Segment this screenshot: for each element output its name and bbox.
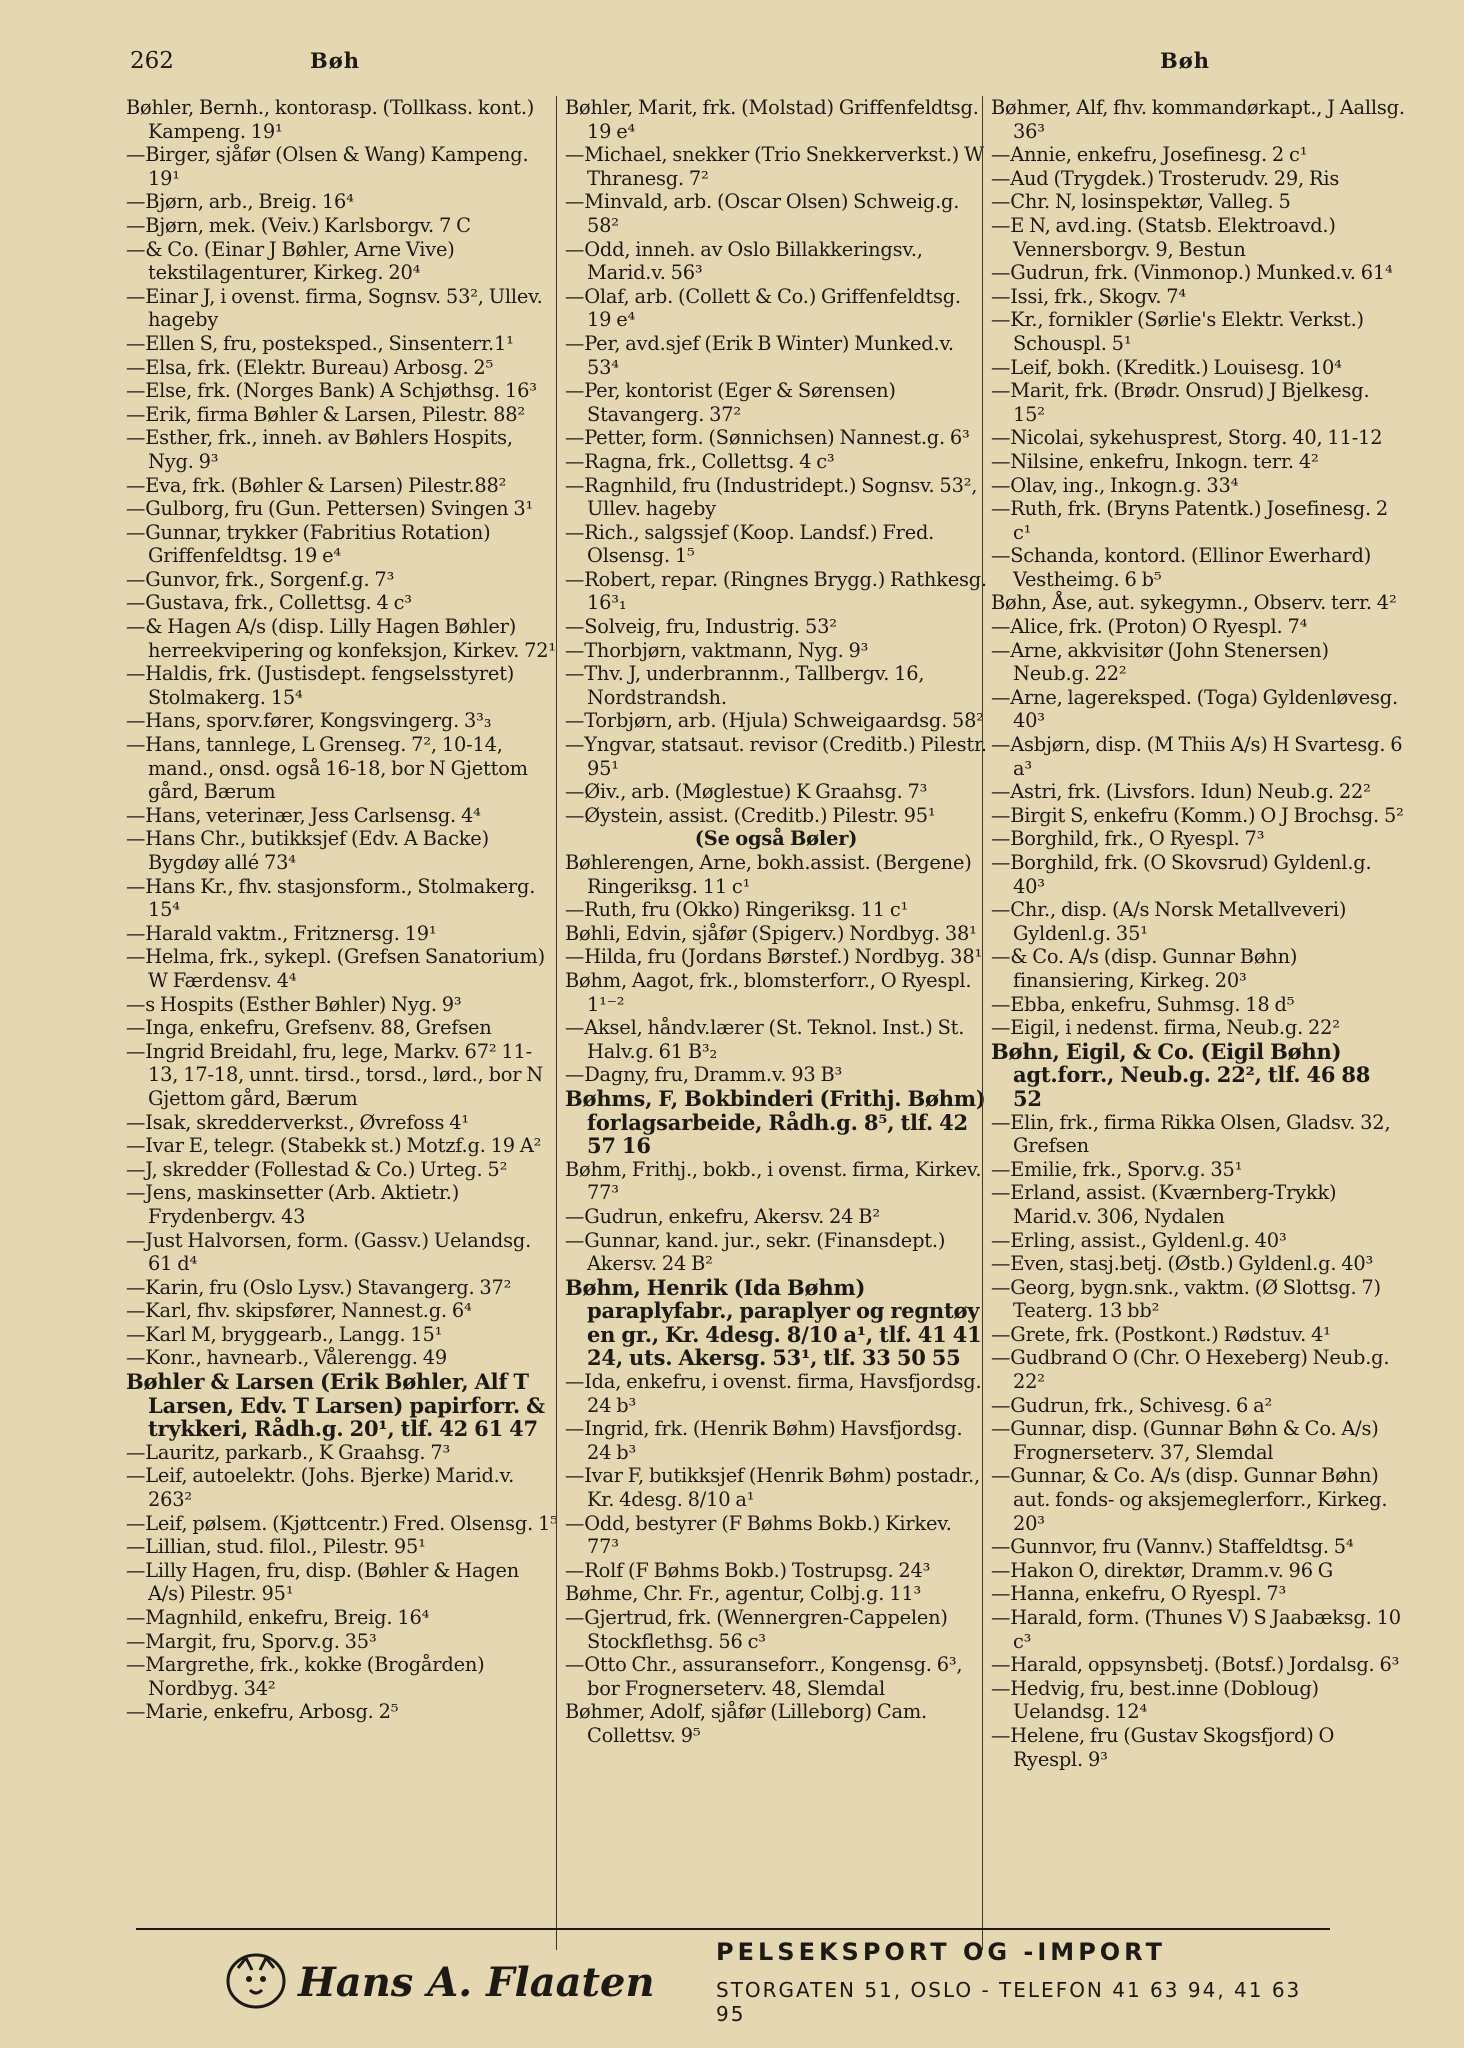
directory-entry: —Marie, enkefru, Arbosg. 2⁵ [126, 1700, 399, 1724]
directory-entry: —Emilie, frk., Sporv.g. 35¹ [991, 1157, 1243, 1181]
directory-entry: —Arne, lagereksped. (Toga) Gyldenløvesg. 40³ [991, 685, 1398, 733]
directory-entry: —Minvald, arb. (Oscar Olsen) Schweig.g. 58² [565, 190, 960, 237]
directory-entry: Bøhler, Marit, frk. (Molstad) Griffenfeldtsg. 19 e⁴ [565, 96, 979, 143]
directory-entry: —Rich., salgssjef (Koop. Landsf.) Fred. Olsensg. 1⁵ [565, 520, 935, 568]
directory-entry: —Leif, bokh. (Kreditk.) Louisesg. 10⁴ [991, 355, 1342, 379]
directory-entry: —Elsa, frk. (Elektr. Bureau) Arbosg. 2⁵ [126, 355, 494, 379]
directory-entry: —Petter, form. (Sønnichsen) Nannest.g. 6³ [565, 426, 970, 450]
directory-entry: —Gjertrud, frk. (Wennergren-Cappelen) Stockflethsg. 56 c³ [565, 1606, 948, 1653]
directory-entry: —Harald vaktm., Fritznersg. 19¹ [126, 921, 437, 945]
directory-entry: —Magnhild, enkefru, Breig. 16⁴ [126, 1606, 430, 1629]
directory-entry: —Karl, fhv. skipsfører, Nannest.g. 6⁴ [126, 1299, 472, 1323]
directory-entry: —& Hagen A/s (disp. Lilly Hagen Bøhler) herreekvipering og konfeksjon, Kirkev. 72¹ [126, 615, 557, 662]
directory-entry: —Kr., fornikler (Sørlie's Elektr. Verkst.) Schouspl. 5¹ [991, 308, 1364, 355]
directory-entry: —Gunnar, & Co. A/s (disp. Gunnar Bøhn) aut. fonds- og aksjemeglerforr., Kirkeg. 20³ [991, 1464, 1388, 1535]
directory-entry: —Bjørn, mek. (Veiv.) Karlsborgv. 7 C [126, 213, 471, 237]
page-number: 262 [130, 48, 174, 74]
directory-entry: Bøhn, Åse, aut. sykegymn., Observ. terr. 4² [991, 591, 1397, 615]
directory-entry: —Ruth, frk. (Bryns Patentk.) Josefinesg. 2 c¹ [991, 497, 1389, 544]
directory-entry: —Aksel, håndv.lærer (St. Teknol. Inst.) St. Halv.g. 61 B³₂ [565, 1016, 965, 1063]
directory-entry: —Thorbjørn, vaktmann, Nyg. 9³ [565, 638, 869, 662]
directory-entry: Bøhme, Chr. Fr., agentur, Colbj.g. 11³ [565, 1582, 922, 1606]
directory-entry: —Ivar F, butikksjef (Henrik Bøhm) postadr., Kr. 4desg. 8/10 a¹ [565, 1464, 980, 1512]
directory-entry: —Ragna, frk., Collettsg. 4 c³ [565, 449, 835, 473]
directory-entry: —Just Halvorsen, form. (Gassv.) Uelandsg. 61 d⁴ [126, 1228, 532, 1276]
directory-entry: —Gunvor, frk., Sorgenf.g. 7³ [126, 567, 395, 591]
directory-entry: —Gunnar, trykker (Fabritius Rotation) Griffenfeldtsg. 19 e⁴ [126, 520, 491, 568]
directory-entry: —Eigil, i nedenst. firma, Neub.g. 22² [991, 1016, 1340, 1040]
directory-entry: —Even, stasj.betj. (Østb.) Gyldenl.g. 40³ [991, 1252, 1374, 1276]
directory-entry: —Robert, repar. (Ringnes Brygg.) Rathkesg. 16³₁ [565, 567, 987, 615]
directory-entry: Bøhms, F, Bokbinderi (Frithj. Bøhm) forlagsarbeide, Rådh.g. 8⁵, tlf. 42 57 16 [565, 1085, 986, 1159]
directory-entry: —Alice, frk. (Proton) O Ryespl. 7⁴ [991, 615, 1308, 639]
page-header [130, 48, 1320, 88]
directory-entry: —Øiv., arb. (Møglestue) K Graahsg. 7³ [565, 780, 928, 804]
directory-entry: —Leif, pølsem. (Kjøttcentr.) Fred. Olsensg. 1⁵ [126, 1511, 558, 1535]
directory-entry: —Ragnhild, fru (Industridept.) Sognsv. 53², Ullev. hageby [565, 473, 978, 521]
directory-entry: —Chr., disp. (A/s Norsk Metallveveri) Gyldenl.g. 35¹ [991, 898, 1347, 945]
ad-headline: PELSEKSPORT OG -IMPORT [716, 1938, 1166, 1966]
directory-entry: —Lauritz, parkarb., K Graahsg. 7³ [126, 1440, 451, 1464]
directory-entry: —Birger, sjåfør (Olsen & Wang) Kampeng. 19¹ [126, 143, 529, 190]
directory-entry: —Arne, akkvisitør (John Stenersen) Neub.g. 22² [991, 638, 1329, 686]
directory-entry: —Karin, fru (Oslo Lysv.) Stavangerg. 37² [126, 1275, 512, 1299]
directory-entry: —Torbjørn, arb. (Hjula) Schweigaardsg. 58² [565, 709, 984, 733]
directory-entry: —Gudrun, frk., Schivesg. 6 a² [991, 1393, 1273, 1417]
directory-entry: —Schanda, kontord. (Ellinor Ewerhard) Vestheimg. 6 b⁵ [991, 544, 1372, 591]
directory-entry: —Erland, assist. (Kværnberg-Trykk) Marid.v. 306, Nydalen [991, 1181, 1337, 1228]
directory-entry: —Hans Kr., fhv. stasjonsform., Stolmakerg. 15⁴ [126, 874, 536, 922]
directory-entry: —Per, avd.sjef (Erik B Winter) Munked.v. 53⁴ [565, 331, 954, 379]
directory-entry: —Olav, ing., Inkogn.g. 33⁴ [991, 473, 1239, 497]
directory-entry: —Odd, inneh. av Oslo Billakkeringsv., Marid.v. 56³ [565, 237, 923, 285]
directory-entry: —Hans Chr., butikksjef (Edv. A Backe) Bygdøy allé 73⁴ [126, 827, 489, 874]
directory-entry: —Hedvig, fru, best.inne (Dobloug) Uelandsg. 12⁴ [991, 1676, 1319, 1724]
directory-entry: —Helma, frk., sykepl. (Grefsen Sanatorium) W Færdensv. 4⁴ [126, 945, 545, 992]
directory-columns [126, 96, 1405, 1944]
directory-entry: —Ebba, enkefru, Suhmsg. 18 d⁵ [991, 992, 1295, 1016]
advertisement [136, 1928, 1330, 2038]
column-3 [982, 96, 1405, 1950]
directory-entry: —Harald, oppsynsbetj. (Botsf.) Jordalsg. 6³ [991, 1653, 1400, 1677]
directory-entry: —Aud (Trygdek.) Trosterudv. 29, Ris [991, 166, 1340, 190]
advertiser-logo [216, 1946, 656, 2016]
directory-entry: —Øystein, assist. (Creditb.) Pilestr. 95¹ [565, 803, 936, 827]
directory-entry: —Solveig, fru, Industrig. 53² [565, 615, 837, 639]
directory-entry: Bøhli, Edvin, sjåfør (Spigerv.) Nordbyg. 38¹ [565, 921, 977, 945]
directory-entry: —Eva, frk. (Bøhler & Larsen) Pilestr.88² [126, 473, 507, 497]
directory-entry: —E N, avd.ing. (Statsb. Elektroavd.) Vennersborgv. 9, Bestun [991, 213, 1336, 261]
directory-entry: —Grete, frk. (Postkont.) Rødstuv. 4¹ [991, 1322, 1331, 1346]
directory-entry: —Isak, skredderverkst., Øvrefoss 4¹ [126, 1110, 469, 1134]
directory-entry: —Rolf (F Bøhms Bokb.) Tostrupsg. 24³ [565, 1558, 931, 1582]
directory-entry: —Gudbrand O (Chr. O Hexeberg) Neub.g. 22² [991, 1346, 1390, 1394]
directory-entry: —Olaf, arb. (Collett & Co.) Griffenfeldtsg. 19 e⁴ [565, 284, 961, 332]
directory-entry: —Per, kontorist (Eger & Sørensen) Stavangerg. 37² [565, 379, 896, 426]
directory-entry: —Konr., havnearb., Vålerengg. 49 [126, 1346, 447, 1370]
directory-entry: —Hans, tannlege, L Grenseg. 7², 10-14, mand., onsd. også 16-18, bor N Gjettom gård, Bærum [126, 733, 528, 804]
directory-entry: —Gunnar, disp. (Gunnar Bøhn & Co. A/s) Frognerseterv. 37, Slemdal [991, 1417, 1379, 1464]
directory-entry: Bøhm, Aagot, frk., blomsterforr., O Ryespl. 1¹⁻² [565, 968, 972, 1016]
directory-entry: —J, skredder (Follestad & Co.) Urteg. 5² [126, 1157, 508, 1181]
directory-entry: —Erling, assist., Gyldenl.g. 40³ [991, 1228, 1287, 1252]
directory-entry: —s Hospits (Esther Bøhler) Nyg. 9³ [126, 992, 462, 1016]
directory-entry: —Astri, frk. (Livsfors. Idun) Neub.g. 22² [991, 780, 1371, 804]
column-1 [126, 96, 558, 1950]
directory-entry: —Ingrid, frk. (Henrik Bøhm) Havsfjordsg. 24 b³ [565, 1417, 963, 1464]
directory-entry: —Odd, bestyrer (F Bøhms Bokb.) Kirkev. 77³ [565, 1511, 952, 1559]
directory-entry: Bøhmer, Adolf, sjåfør (Lilleborg) Cam. Collettsv. 9⁵ [565, 1700, 928, 1747]
directory-entry: —Einar J, i ovenst. firma, Sognsv. 53², Ullev. hageby [126, 284, 543, 332]
running-head-right: Bøh [1160, 48, 1211, 73]
directory-entry: —Gulborg, fru (Gun. Pettersen) Svingen 3¹ [126, 497, 534, 521]
directory-entry: —Inga, enkefru, Grefsenv. 88, Grefsen [126, 1016, 492, 1040]
directory-entry: —Helene, fru (Gustav Skogsfjord) O Ryespl. 9³ [991, 1723, 1335, 1771]
directory-entry: —Gunnvor, fru (Vannv.) Staffeldtsg. 5⁴ [991, 1535, 1354, 1559]
column-2 [556, 96, 987, 1950]
directory-entry: —Ivar E, telegr. (Stabekk st.) Motzf.g. 19 A² [126, 1134, 542, 1158]
directory-entry: (Se også Bøler) [694, 827, 858, 851]
directory-entry: —Annie, enkefru, Josefinesg. 2 c¹ [991, 143, 1308, 167]
directory-entry: —Michael, snekker (Trio Snekkerverkst.) W Thranesg. 7² [565, 143, 984, 190]
logo-script: Hans A. Flaaten [298, 1959, 655, 2006]
directory-entry: —Karl M, bryggearb., Langg. 15¹ [126, 1322, 443, 1346]
directory-entry: —Otto Chr., assuranseforr., Kongensg. 6³, bor Frognerseterv. 48, Slemdal [565, 1653, 963, 1700]
directory-entry: —Lilly Hagen, fru, disp. (Bøhler & Hagen A/s) Pilestr. 95¹ [126, 1558, 520, 1606]
directory-entry: Bøhler, Bernh., kontorasp. (Tollkass. kont.) Kampeng. 19¹ [126, 96, 535, 143]
directory-entry: —Elin, frk., firma Rikka Olsen, Gladsv. 32, Grefsen [991, 1110, 1391, 1158]
directory-entry: Bøhmer, Alf, fhv. kommandørkapt., J Aallsg. 36³ [991, 96, 1405, 143]
directory-entry: —Dagny, fru, Dramm.v. 93 B³ [565, 1063, 843, 1087]
directory-entry: —Jens, maskinsetter (Arb. Aktietr.) Frydenbergv. 43 [126, 1181, 460, 1228]
directory-entry: Bøhm, Henrik (Ida Bøhm) paraplyfabr., paraplyer og regntøy en gr., Kr. 4desg. 8/10 a¹, tlf. 41 41 24, uts. Akersg. 53¹, tlf. 33 50 55 [565, 1274, 982, 1371]
directory-entry: —Ida, enkefru, i ovenst. firma, Havsfjordsg. 24 b³ [565, 1370, 982, 1417]
directory-entry: —Hanna, enkefru, O Ryespl. 7³ [991, 1582, 1287, 1606]
directory-entry: —Ruth, fru (Okko) Ringeriksg. 11 c¹ [565, 898, 909, 922]
directory-entry: —Hilda, fru (Jordans Børstef.) Nordbyg. 38¹ [565, 945, 983, 969]
directory-entry: —Lillian, stud. filol., Pilestr. 95¹ [126, 1535, 426, 1559]
directory-entry: —Esther, frk., inneh. av Bøhlers Hospits, Nyg. 9³ [126, 426, 513, 473]
directory-entry: —Thv. J, underbrannm., Tallbergv. 16, Nordstrandsh. [565, 662, 925, 709]
directory-entry: Bøhm, Frithj., bokb., i ovenst. firma, Kirkev. 77³ [565, 1157, 982, 1205]
directory-entry: Bøhler & Larsen (Erik Bøhler, Alf T Larsen, Edv. T Larsen) papirforr. & trykkeri, Rådh.g. 20¹, tlf. 42 61 47 [126, 1369, 545, 1442]
directory-entry: —Nicolai, sykehusprest, Storg. 40, 11-12 [991, 426, 1383, 450]
directory-entry: —Borghild, frk., O Ryespl. 7³ [991, 827, 1265, 851]
ad-address: STORGATEN 51, OSLO - TELEFON 41 63 94, 41 63 95 [716, 1978, 1302, 2026]
directory-entry: —Asbjørn, disp. (M Thiis A/s) H Svartesg. 6 a³ [991, 733, 1403, 780]
directory-entry: —Haldis, frk. (Justisdept. fengselsstyret) Stolmakerg. 15⁴ [126, 662, 515, 709]
directory-entry: —Ingrid Breidahl, fru, lege, Markv. 67² 11-13, 17-18, unnt. tirsd., torsd., lørd., bor N Gjettom gård, Bærum [126, 1039, 544, 1110]
running-head-left: Bøh [310, 48, 361, 73]
directory-entry: —Gustava, frk., Collettsg. 4 c³ [126, 591, 412, 615]
directory-entry: —Gudrun, enkefru, Akersv. 24 B² [565, 1204, 880, 1228]
directory-entry: —Hakon O, direktør, Dramm.v. 96 G [991, 1558, 1334, 1582]
directory-entry: —Ellen S, fru, posteksped., Sinsenterr.1¹ [126, 331, 514, 355]
directory-entry: —Georg, bygn.snk., vaktm. (Ø Slottsg. 7) Teaterg. 13 bb² [991, 1275, 1381, 1323]
directory-entry: —Gunnar, kand. jur., sekr. (Finansdept.) Akersv. 24 B² [565, 1228, 946, 1276]
directory-entry: —Margrethe, frk., kokke (Brogården) Nordbyg. 34² [126, 1653, 485, 1700]
directory-entry: —Chr. N, losinspektør, Valleg. 5 [991, 190, 1291, 214]
directory-entry: —Nilsine, enkefru, Inkogn. terr. 4² [991, 449, 1319, 473]
directory-entry: —Bjørn, arb., Breig. 16⁴ [126, 190, 354, 214]
directory-entry: —Yngvar, statsaut. revisor (Creditb.) Pilestr. 95¹ [565, 733, 987, 780]
directory-entry: —Birgit S, enkefru (Komm.) O J Brochsg. 5² [991, 803, 1404, 827]
directory-entry: —& Co. (Einar J Bøhler, Arne Vive) tekstilagenturer, Kirkeg. 20⁴ [126, 237, 455, 285]
fox-logo-icon [216, 1946, 656, 2016]
directory-entry: —Else, frk. (Norges Bank) A Schjøthsg. 16³ [126, 379, 537, 403]
directory-entry: —Hans, veterinær, Jess Carlsensg. 4⁴ [126, 803, 481, 827]
directory-entry: —Issi, frk., Skogv. 7⁴ [991, 284, 1186, 308]
directory-entry: —Leif, autoelektr. (Johs. Bjerke) Marid.v. 263² [126, 1464, 515, 1512]
directory-entry: —Hans, sporv.fører, Kongsvingerg. 3³₃ [126, 709, 492, 733]
directory-entry: —Borghild, frk. (O Skovsrud) Gyldenl.g. 40³ [991, 851, 1372, 898]
directory-entry: —Harald, form. (Thunes V) S Jaabæksg. 10 c³ [991, 1606, 1401, 1653]
directory-entry: Bøhlerengen, Arne, bokh.assist. (Bergene) Ringeriksg. 11 c¹ [565, 851, 972, 898]
directory-entry: —Margit, fru, Sporv.g. 35³ [126, 1629, 377, 1653]
directory-entry: —Gudrun, frk. (Vinmonop.) Munked.v. 61⁴ [991, 261, 1393, 285]
directory-entry: —Marit, frk. (Brødr. Onsrud) J Bjelkesg. 15² [991, 379, 1370, 426]
directory-entry: Bøhn, Eigil, & Co. (Eigil Bøhn) agt.forr., Neub.g. 22², tlf. 46 88 52 [991, 1038, 1371, 1111]
directory-entry: —Erik, firma Bøhler & Larsen, Pilestr. 88² [126, 402, 525, 426]
directory-entry: —& Co. A/s (disp. Gunnar Bøhn) finansiering, Kirkeg. 20³ [991, 945, 1298, 992]
